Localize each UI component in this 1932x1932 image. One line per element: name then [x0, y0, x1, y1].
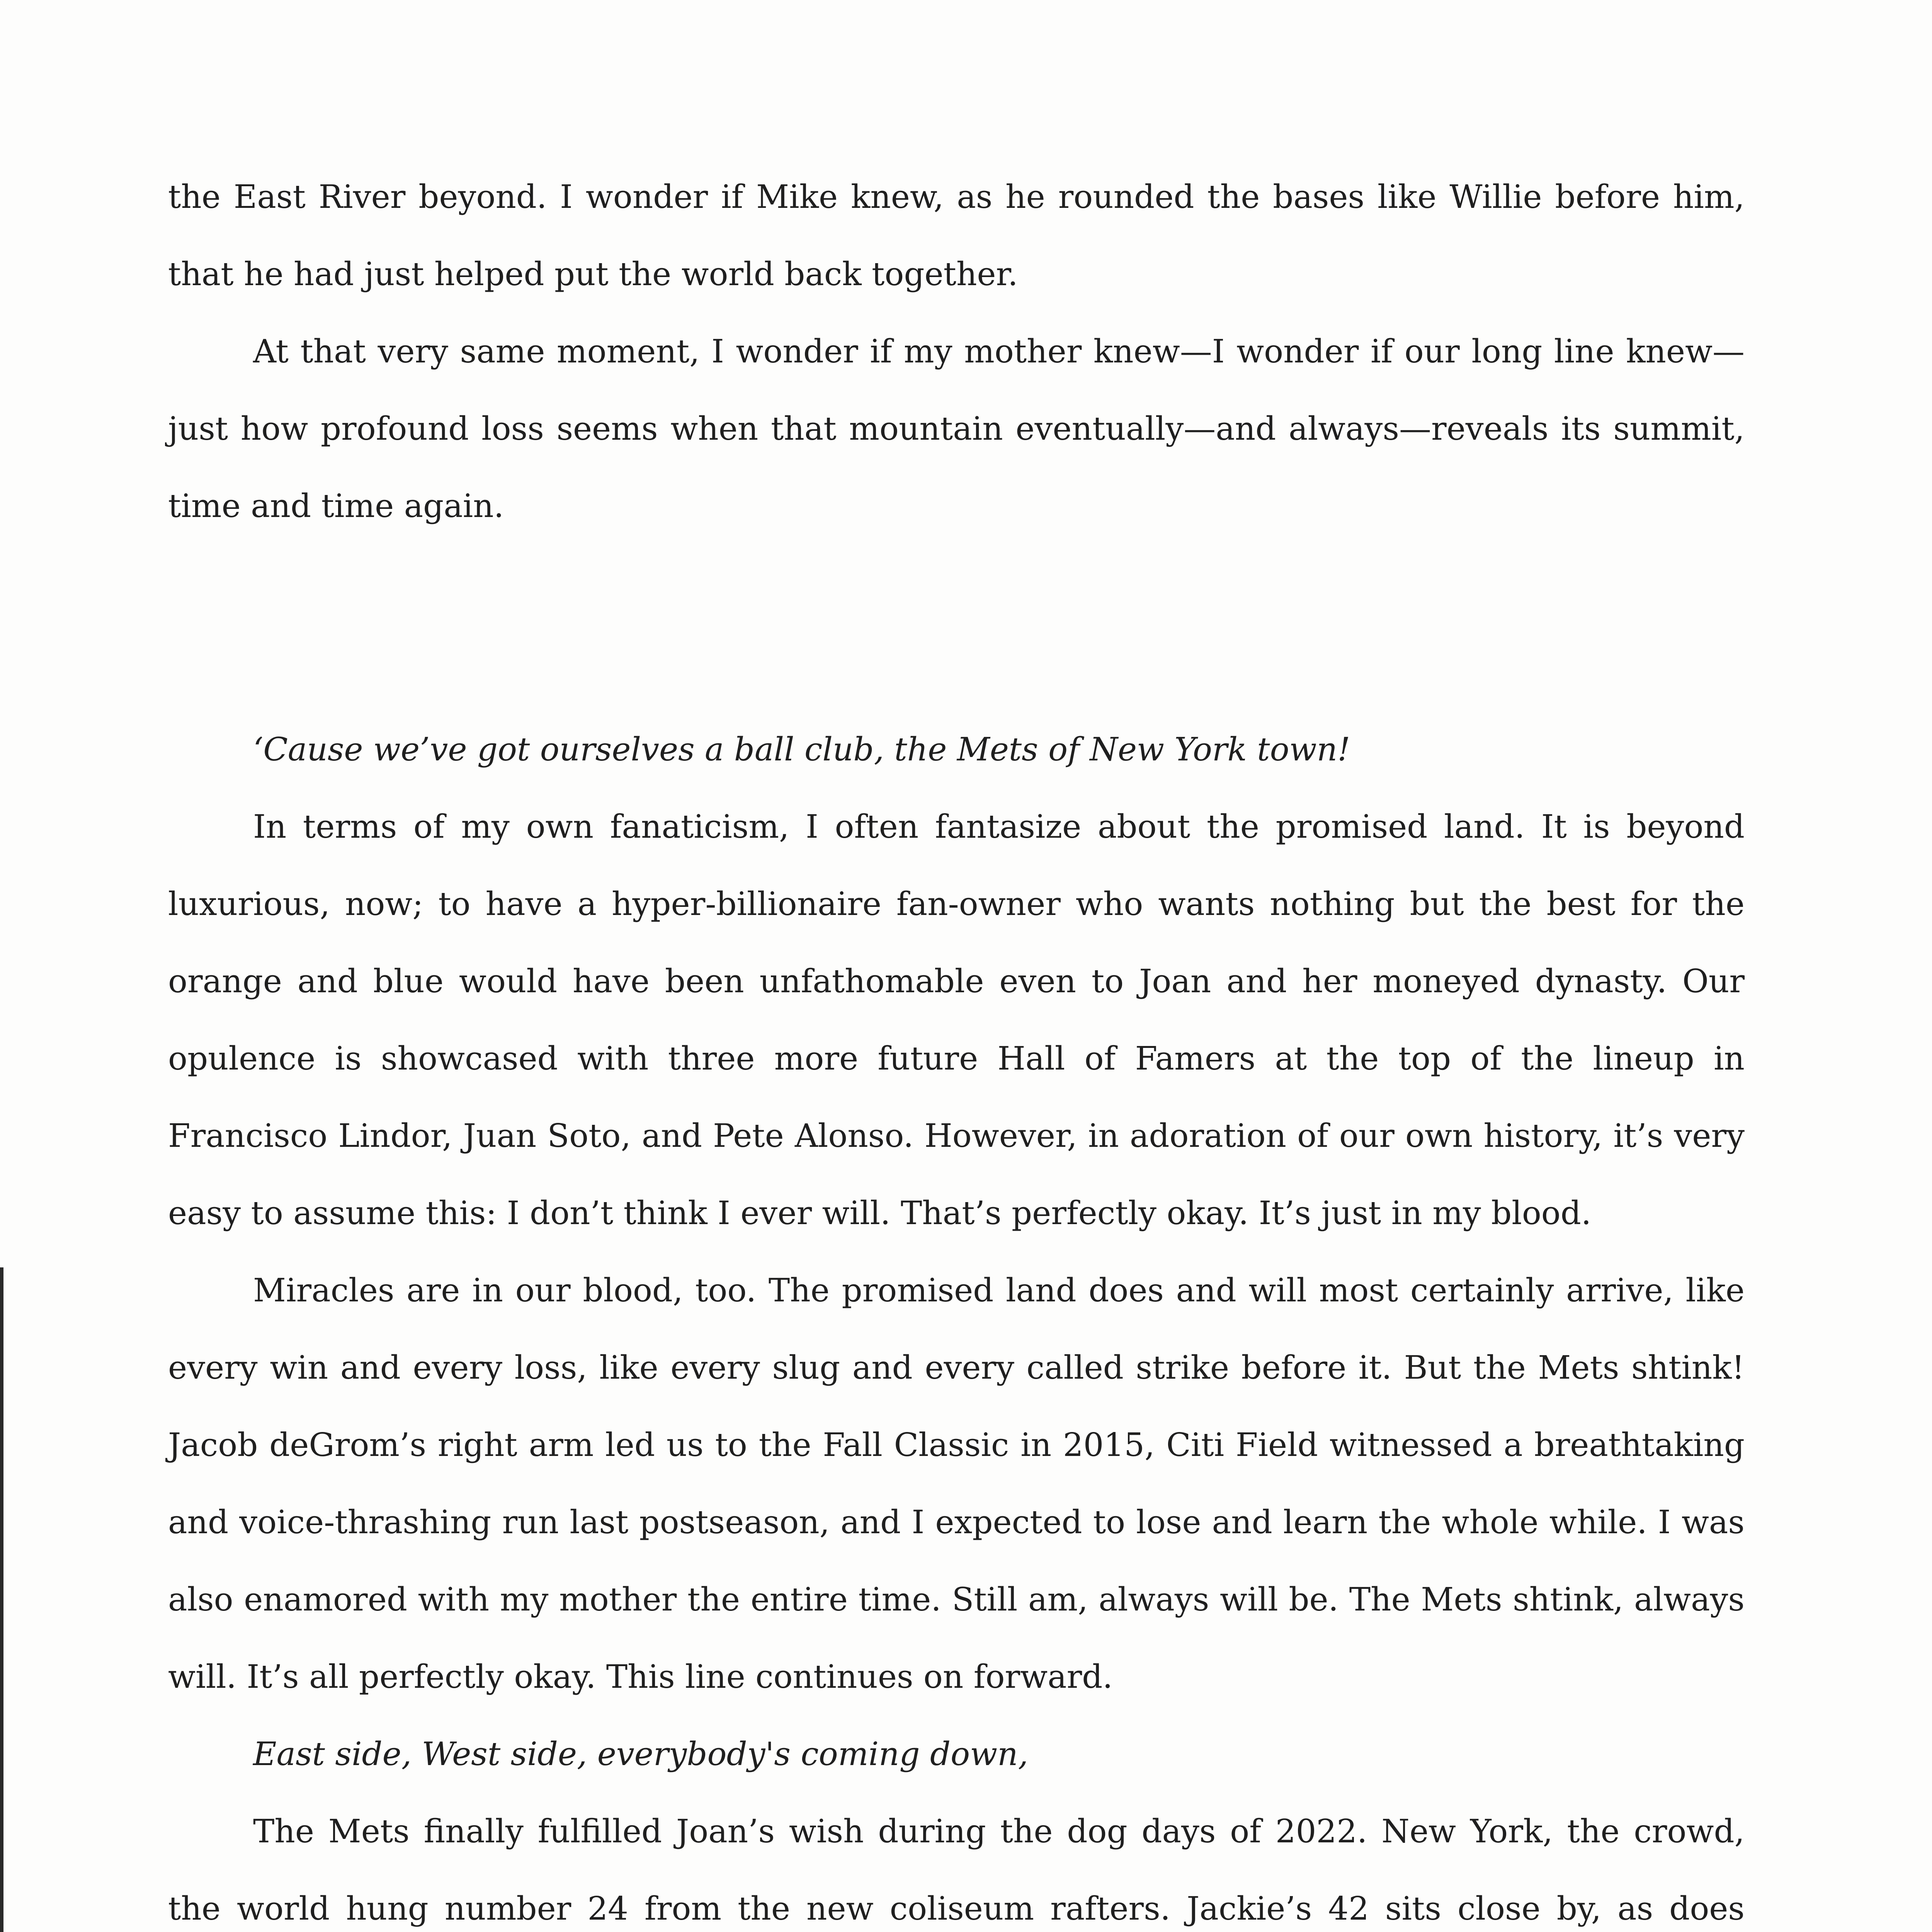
miracles-paragraph: Miracles are in our blood, too. The promised land does and will most certainly arrive, like every win and every loss, like every slug and every called strike before it. But the Mets shtink! Jacob deGrom’s right arm led us to the Fall Classic in 2015, Citi Field witnessed a breathtaking and voice-thrashing run last postseason, and I expected to lose and learn the whole while. I was also enamored with my mother the entire time. Still am, always will be. The Mets shtink, always will. It’s all perfectly okay. This line continues on forward.: [168, 1272, 1745, 1696]
joans-wish-paragraph: The Mets finally fulfilled Joan’s wish during the dog days of 2022. New York, the crowd, the world hung number 24 from the new coliseum rafters. Jackie’s 42 sits close by, as does: [168, 1813, 1745, 1927]
fanaticism-paragraph: In terms of my own fanaticism, I often fantasize about the promised land. It is beyond luxurious, now; to have a hyper-billionaire fan-owner who wants nothing but the best for the orange and blue would have been unfathomable even to Joan and her moneyed dynasty. Our opulence is showcased with three more future Hall of Famers at the top of the lineup in Francisco Lindor, Juan Soto, and Pete Alonso. However, in adoration of our own history, it’s very easy to assume this: I don’t think I ever will. That’s perfectly okay. It’s just in my blood.: [168, 808, 1745, 1232]
mountain-paragraph: At that very same moment, I wonder if my mother knew—I wonder if our long line knew—just how profound loss seems when that mountain eventually—and always—reveals its summit, time and time again.: [168, 333, 1745, 525]
top-text-section: [168, 158, 1745, 545]
scan-edge-line: [0, 1267, 3, 1932]
lyric-line-east-side: East side, West side, everybody's coming down,: [253, 1735, 1028, 1773]
continued-paragraph: the East River beyond. I wonder if Mike knew, as he rounded the bases like Willie before him, that he had just helped put the world back together.: [168, 178, 1745, 293]
main-text-section: [168, 711, 1745, 1932]
lyric-line-ball-club: ‘Cause we’ve got ourselves a ball club, the Mets of New York town!: [253, 731, 1350, 768]
